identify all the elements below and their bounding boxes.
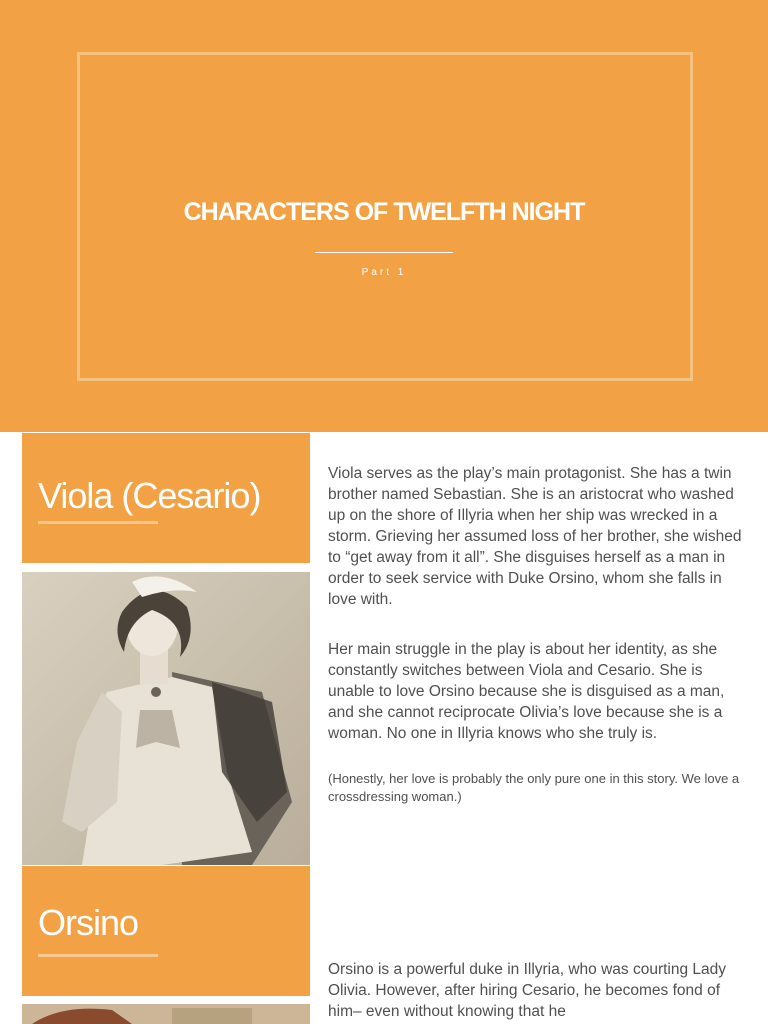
- character-header-orsino: [22, 866, 310, 996]
- name-underline: [38, 521, 158, 524]
- title-divider: [315, 252, 453, 253]
- orsino-paragraph-1: Orsino is a powerful duke in Illyria, who was courting Lady Olivia. However, after hiring Cesario, he becomes fond of him– even without knowing that he: [328, 961, 727, 1020]
- viola-portrait-image: [22, 572, 310, 865]
- character-name: Orsino: [38, 902, 139, 943]
- name-underline: [38, 954, 158, 957]
- viola-paragraph-1: Viola serves as the play’s main protagonist. She has a twin brother named Sebastian. She is an aristocrat who washed up on the shore of Illyria when her ship was wrecked in a storm. Grieving her assumed loss of her brother, she wished to “get away from it all”. She disguises herself as a man in order to seek service with Duke Orsino, whom she falls in love with.: [328, 465, 742, 608]
- viola-note: (Honestly, her love is probably the only pure one in this story. We love a crossdressing woman.): [328, 771, 740, 804]
- title-slide: [0, 0, 768, 432]
- slide-subtitle: Part 1: [361, 267, 407, 278]
- slide-title: CHARACTERS OF TWELFTH NIGHT: [183, 198, 585, 226]
- character-name: Viola (Cesario): [38, 475, 261, 516]
- orsino-description: [328, 959, 748, 1022]
- orsino-portrait-image: [22, 1004, 310, 1024]
- character-header-viola: [22, 433, 310, 563]
- viola-paragraph-2: Her main struggle in the play is about her identity, as she constantly switches between Viola and Cesario. She is unable to love Orsino because she is disguised as a man, and she cannot reciprocate Olivia’s love because she is a woman. No one in Illyria knows who she truly is.: [328, 641, 725, 742]
- viola-description: [328, 463, 748, 806]
